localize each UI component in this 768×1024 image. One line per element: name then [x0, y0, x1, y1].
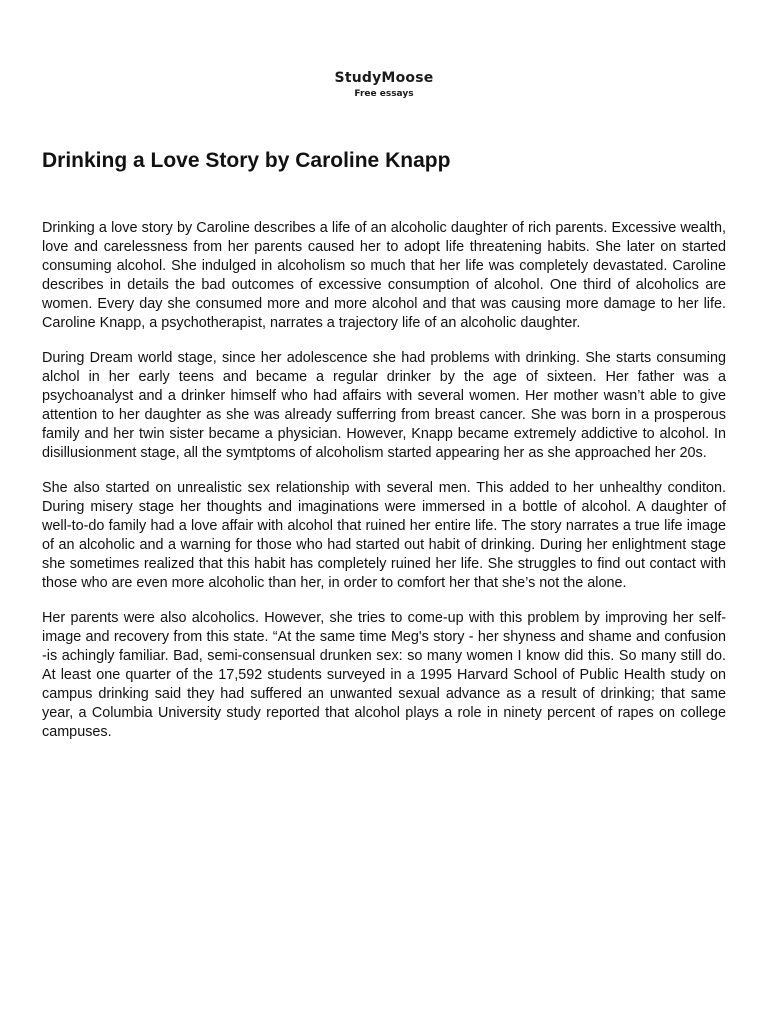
essay-paragraph-2: During Dream world stage, since her adolescence she had problems with drinking. She starts consuming alchol in her early teens and became a regular drinker by the age of sixteen. Her father was a psychoanalyst and a drinker himself who had affairs with several women. Her mother wasn’t able to give attention to her daughter as she was already sufferring from breast cancer. She was born in a prosperous family and her twin sister became a physician. However, Knapp became extremely addictive to alcohol. In disillusionment stage, all the symtptoms of alcoholism started appearing her as she approached her 20s. [42, 350, 726, 461]
essay-paragraph-1: Drinking a love story by Caroline describes a life of an alcoholic daughter of rich parents. Excessive wealth, love and carelessness from her parents caused her to adopt life threatening habits. She later on started consuming alcohol. She indulged in alcoholism so much that her life was completely devastated. Caroline describes in details the bad outcomes of excessive consumption of alcohol. One third of alcoholics are women. Every day she consumed more and more alcohol and that was causing more damage to her life. Caroline Knapp, a psychotherapist, narrates a trajectory life of an alcoholic daughter. [42, 220, 726, 331]
brand-logo[interactable]: StudyMoose [334, 70, 434, 86]
essay-paragraph-4: Her parents were also alcoholics. However, she tries to come-up with this problem by improving her self-image and recovery from this state. “At the same time Meg's story - her shyness and shame and confusion -is achingly familiar. Bad, semi-consensual drunken sex: so many women I know did this. So many still do. At least one quarter of the 17,592 students surveyed in a 1995 Harvard School of Public Health study on campus drinking said they had suffered an unwanted sexual advance as a result of drinking; that same year, a Columbia University study reported that alcohol plays a role in ninety percent of rapes on college campuses. [42, 610, 726, 740]
essay-paragraph-3: She also started on unrealistic sex relationship with several men. This added to her unhealthy conditon. During misery stage her thoughts and imaginations were immersed in a bottle of alcohol. A daughter of well-to-do family had a love affair with alcohol that ruined her entire life. The story narrates a true life image of an alcoholic and a warning for those who had started out habit of drinking. During her enlightment stage she sometimes realized that this habit has completely ruined her life. She struggles to find out contact with those who are even more alcoholic than her, in order to comfort her that she’s not the alone. [42, 480, 726, 591]
site-header [0, 68, 768, 100]
essay-body [42, 219, 726, 758]
document-title: Drinking a Love Story by Caroline Knapp [42, 149, 451, 172]
brand-tagline: Free essays [354, 89, 414, 99]
